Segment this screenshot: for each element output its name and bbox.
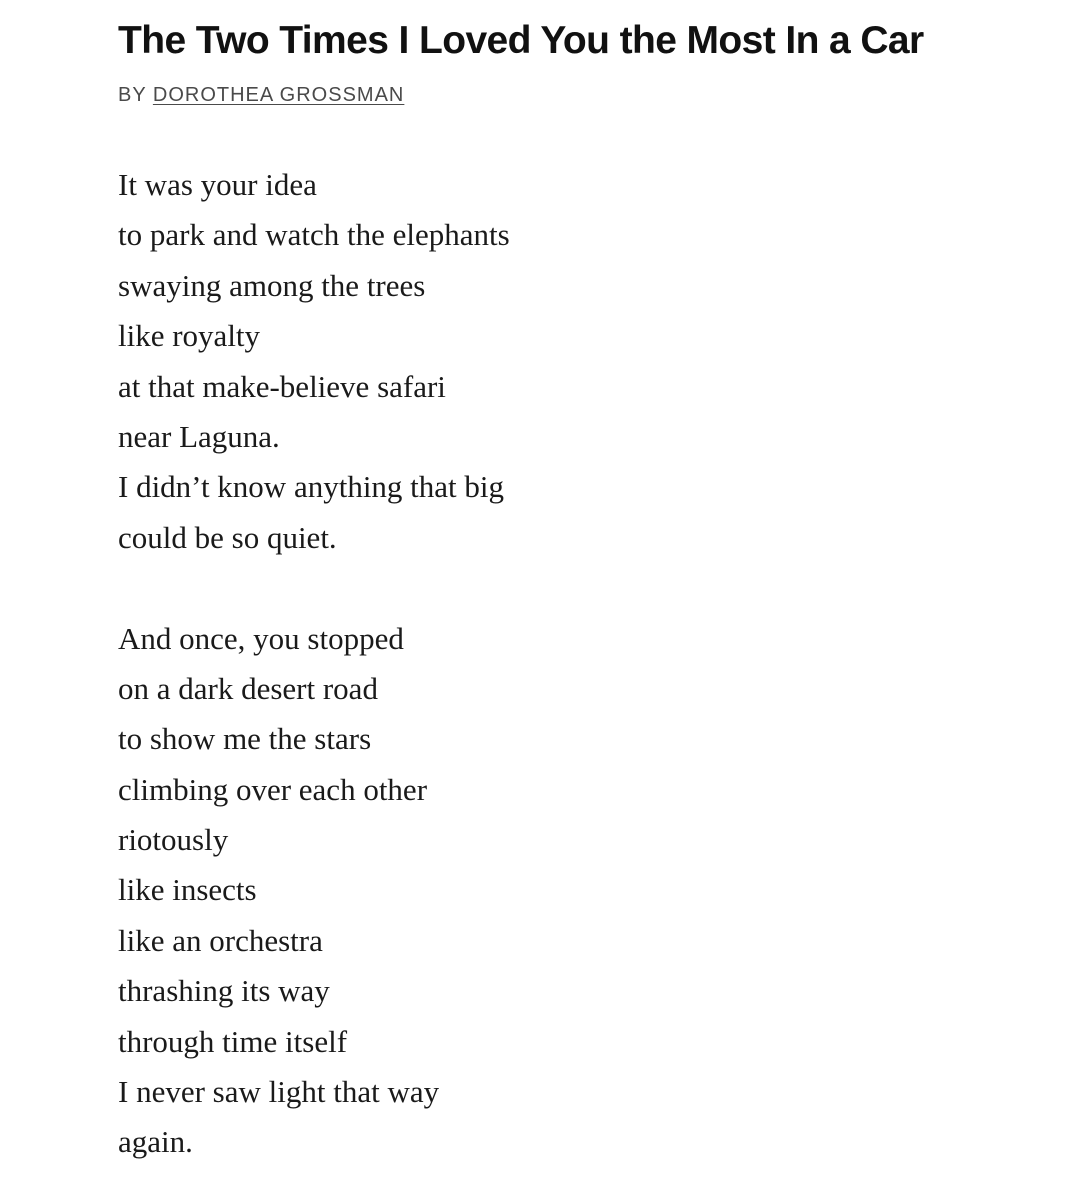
poem-line: It was your idea bbox=[118, 167, 317, 202]
author-link[interactable]: DOROTHEA GROSSMAN bbox=[152, 84, 405, 106]
poem-line: I didn’t know anything that big bbox=[118, 469, 505, 505]
poem-line: swaying among the trees bbox=[118, 267, 426, 303]
poem-body bbox=[118, 160, 510, 1168]
poem-line: riotously bbox=[118, 822, 229, 858]
poem-line: at that make-believe safari bbox=[118, 368, 446, 404]
poem-line: climbing over each other bbox=[118, 771, 428, 807]
poem-line: to show me the stars bbox=[118, 721, 372, 757]
byline bbox=[118, 82, 404, 108]
stanza-1 bbox=[118, 160, 510, 563]
poem-line: thrashing its way bbox=[118, 973, 330, 1009]
poem-line: again. bbox=[118, 1124, 193, 1160]
poem-line: like royalty bbox=[118, 318, 261, 354]
poem-line: could be so quiet. bbox=[118, 519, 337, 555]
poem-line: on a dark desert road bbox=[118, 670, 378, 706]
stanza-2 bbox=[118, 614, 510, 1168]
poem-line: through time itself bbox=[118, 1023, 348, 1059]
poem-line: I never saw light that way bbox=[118, 1074, 440, 1110]
poem-line: like an orchestra bbox=[118, 922, 323, 958]
poem-line: like insects bbox=[118, 872, 257, 908]
poem-line: to park and watch the elephants bbox=[118, 217, 510, 253]
byline-prefix: BY bbox=[118, 84, 147, 106]
poem-line: near Laguna. bbox=[118, 418, 280, 454]
poem-line: And once, you stopped bbox=[118, 620, 404, 656]
poem-title: The Two Times I Loved You the Most In a Car bbox=[118, 19, 924, 62]
